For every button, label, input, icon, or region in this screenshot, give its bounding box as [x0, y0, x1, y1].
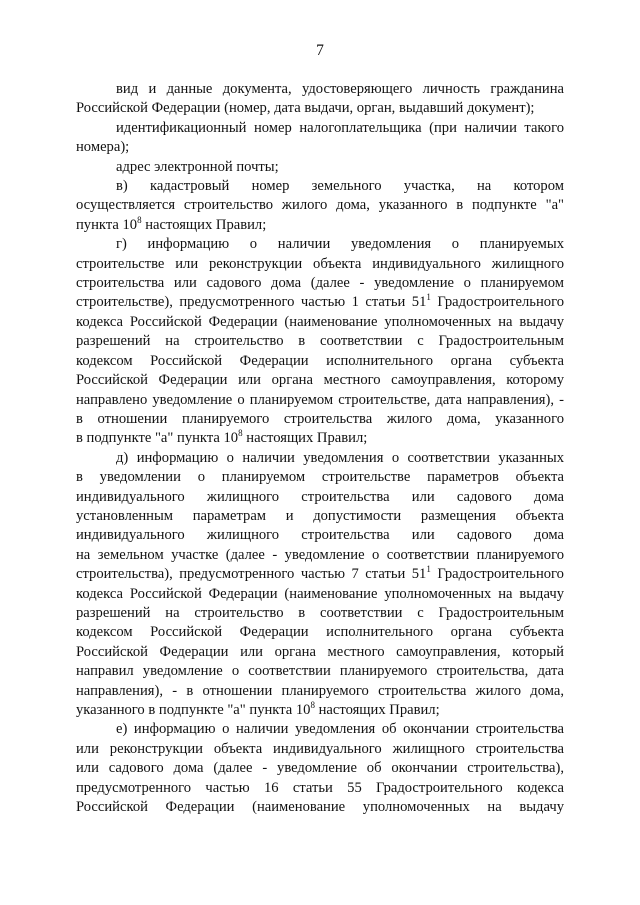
text-line: в уведомлении о планируемом строительстве параметров объекта — [76, 469, 564, 486]
text-line: номера); — [76, 139, 130, 156]
text-line: индивидуального жилищного строительства или садового дома — [76, 488, 564, 505]
paragraph — [76, 235, 564, 448]
text-line: д) информацию о наличии уведомления о соответствии указанных — [116, 449, 564, 466]
text-line: кодексом Российской Федерации исполнительного органа субъекта — [76, 352, 564, 369]
text-line: строительстве), предусмотренного частью 1 статьи $51^1$ Градостроительного — [76, 292, 564, 311]
paragraph — [76, 449, 564, 721]
text-line: установленным параметрам и допустимости размещения объекта — [76, 507, 564, 524]
text-line: Российской Федерации или органа местного самоуправления, который — [76, 643, 564, 660]
page-number: 7 — [316, 42, 324, 59]
text-line: в подпункте "а" пункта $10^8$ настоящих Правил; — [76, 428, 368, 447]
superscript: 1 — [426, 292, 431, 303]
paragraph — [76, 177, 564, 235]
text-line: или реконструкции объекта индивидуального жилищного строительства — [76, 740, 564, 757]
text-line: или садового дома (далее - уведомление об окончании строительства), — [76, 760, 564, 777]
superscript: 8 — [137, 214, 142, 225]
text-line: пункта $10^8$ настоящих Правил; — [76, 214, 267, 233]
text-line: индивидуального жилищного строительства или садового дома — [76, 527, 564, 544]
text-line: е) информацию о наличии уведомления об окончании строительства — [116, 721, 564, 738]
text-line: разрешений на строительство в соответствии с Градостроительным — [76, 604, 564, 621]
text-line: кодекса Российской Федерации (наименование уполномоченных на выдачу — [76, 313, 564, 330]
superscript: 8 — [238, 428, 243, 439]
paragraph — [76, 158, 564, 177]
text-line: в) кадастровый номер земельного участка, на котором — [116, 178, 564, 195]
text-line: в отношении планируемого строительства жилого дома, указанного — [76, 410, 564, 427]
text-line: разрешений на строительство в соответствии с Градостроительным — [76, 333, 564, 350]
body-text — [76, 80, 564, 817]
text-line: направления), - в отношении планируемого строительства жилого дома, — [76, 682, 564, 699]
text-line: строительстве или реконструкции объекта индивидуального жилищного — [76, 255, 564, 272]
text-line: кодексом Российской Федерации исполнительного органа субъекта — [76, 624, 564, 641]
text-line: указанного в подпункте "а" пункта $10^8$ настоящих Правил; — [76, 700, 440, 718]
text-line: на земельном участке (далее - уведомление о соответствии планируемого — [76, 546, 564, 563]
text-line: кодекса Российской Федерации (наименование уполномоченных на выдачу — [76, 585, 564, 602]
text-line: Российской Федерации (номер, дата выдачи, орган, выдавший документ); — [76, 100, 535, 117]
superscript: 1 — [426, 564, 431, 575]
text-line: идентификационный номер налогоплательщика (при наличии такого — [116, 119, 564, 136]
superscript: 8 — [310, 700, 315, 710]
text-line: вид и данные документа, удостоверяющего личность гражданина — [116, 81, 564, 97]
text-line: строительства), предусмотренного частью 7 статьи $51^1$ Градостроительного — [76, 564, 564, 583]
text-line: направил уведомление о соответствии планируемого строительства, дата — [76, 663, 564, 680]
paragraph — [76, 80, 564, 119]
text-line: предусмотренного частью 16 статьи 55 Градостроительного кодекса — [76, 779, 564, 796]
text-line: г) информацию о наличии уведомления о планируемых — [116, 236, 564, 253]
text-line: строительства или садового дома (далее - уведомление о планируемом — [76, 275, 564, 292]
paragraph — [76, 119, 564, 158]
text-line: осуществляется строительство жилого дома, указанного в подпункте "а" — [76, 197, 564, 214]
text-line: адрес электронной почты; — [116, 158, 279, 175]
paragraph — [76, 720, 564, 817]
text-line: Российской Федерации или органа местного самоуправления, которому — [76, 372, 564, 389]
text-line: Российской Федерации (наименование уполномоченных на выдачу — [76, 799, 564, 816]
text-line: направлено уведомление о планируемом строительстве, дата направления), - — [76, 391, 564, 408]
